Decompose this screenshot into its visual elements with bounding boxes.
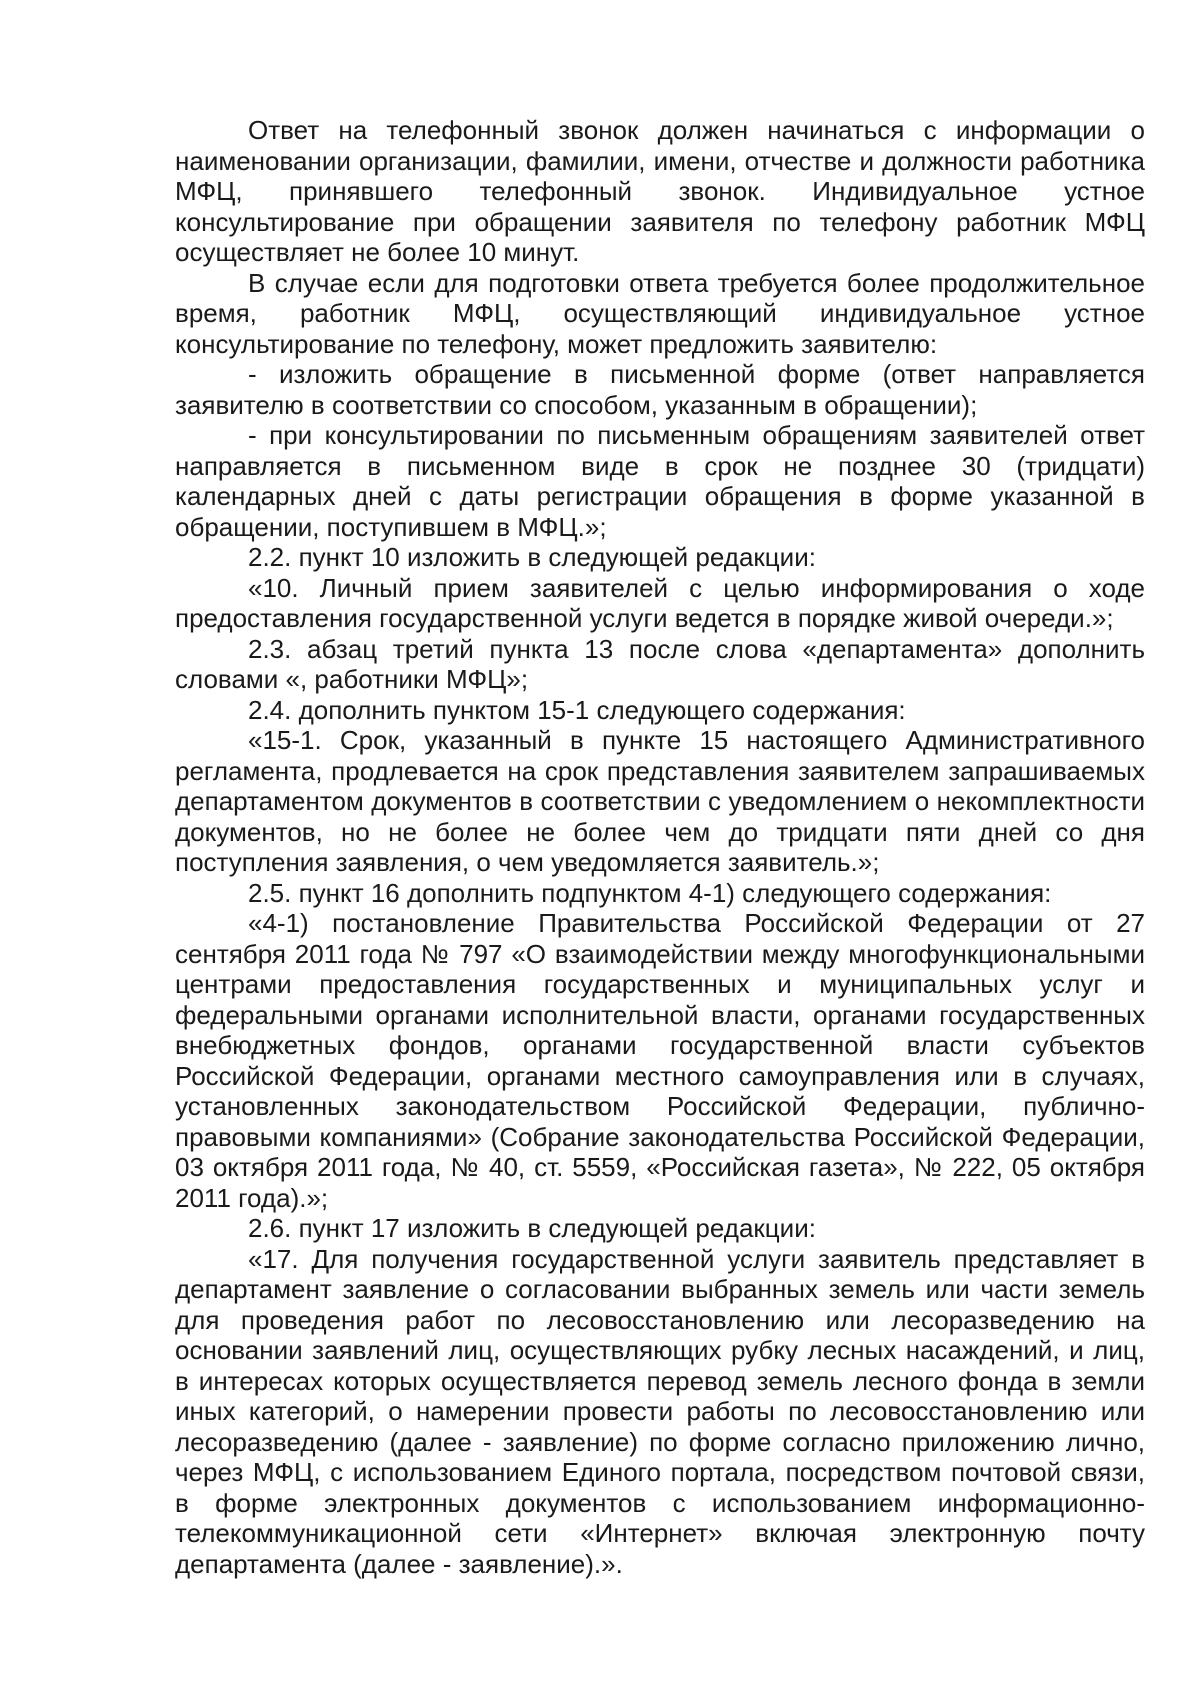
paragraph-point-15-1: «15-1. Срок, указанный в пункте 15 настоящего Административного регламента, продлевается на срок представления заявителем запрашиваемых департаментом документов в соответствии с уведомлением о некомплектности документов, но не более не более чем до тридцати пяти дней со дня поступления заявления, о чем уведомляется заявитель.»; [175,725,1145,877]
paragraph-item-2-3: 2.3. абзац третий пункта 13 после слова «департамента» дополнить словами «, работники МФЦ»; [175,633,1145,694]
paragraph-written-form: - изложить обращение в письменной форме (ответ направляется заявителю в соответствии со способом, указанным в обращении); [175,359,1145,420]
paragraph-subpoint-4-1: «4-1) постановление Правительства Российской Федерации от 27 сентября 2011 года № 797 «О взаимодействии между многофункциональными центрами предоставления государственных и муниципальных услуг и федеральными органами исполнительной власти, органами государственных внебюджетных фондов, органами государственной власти субъектов Российской Федерации, органами местного самоуправления или в случаях, установленных законодательством Российской Федерации, публично-правовыми компаниями» (Собрание законодательства Российской Федерации, 03 октября 2011 года, № 40, ст. 5559, «Российская газета», № 222, 05 октября 2011 года).»; [175,908,1145,1213]
paragraph-item-2-2: 2.2. пункт 10 изложить в следующей редакции: [248,542,816,572]
paragraph-item-2-6: 2.6. пункт 17 изложить в следующей редакции: [248,1213,816,1243]
paragraph-written-reply: - при консультировании по письменным обращениям заявителей ответ направляется в письменном виде в срок не позднее 30 (тридцати) календарных дней с даты регистрации обращения в форме указанной в обращении, поступившем в МФЦ.»; [175,420,1145,542]
paragraph-point-10: «10. Личный прием заявителей с целью информирования о ходе предоставления государственной услуги ведется в порядке живой очереди.»; [175,572,1145,633]
paragraph-item-2-5: 2.5. пункт 16 дополнить подпунктом 4-1) следующего содержания: [248,877,1052,908]
paragraph-longer-time: В случае если для подготовки ответа требуется более продолжительное время, работник МФЦ, осуществляющий индивидуальное устное консультирование по телефону, может предложить заявителю: [175,267,1145,359]
document-body [175,115,1145,1579]
paragraph-phone-answer: Ответ на телефонный звонок должен начинаться с информации о наименовании организации, фамилии, имени, отчестве и должности работника МФЦ, принявшего телефонный звонок. Индивидуальное устное консультирование при обращении заявителя по телефону работник МФЦ осуществляет не более 10 минут. [175,115,1145,267]
paragraph-item-2-4: 2.4. дополнить пунктом 15-1 следующего содержания: [248,694,906,725]
paragraph-point-17: «17. Для получения государственной услуги заявитель представляет в департамент заявление о согласовании выбранных земель или части земель для проведения работ по лесовосстановлению или лесоразведению на основании заявлений лиц, осуществляющих рубку лесных насаждений, и лиц, в интересах которых осуществляется перевод земель лесного фонда в земли иных категорий, о намерении провести работы по лесовосстановлению или лесоразведению (далее - заявление) по форме согласно приложению лично, через МФЦ, с использованием Единого портала, посредством почтовой связи, в форме электронных документов с использованием информационно-телекоммуникационной сети «Интернет» включая электронную почту департамента (далее - заявление).». [175,1243,1145,1579]
